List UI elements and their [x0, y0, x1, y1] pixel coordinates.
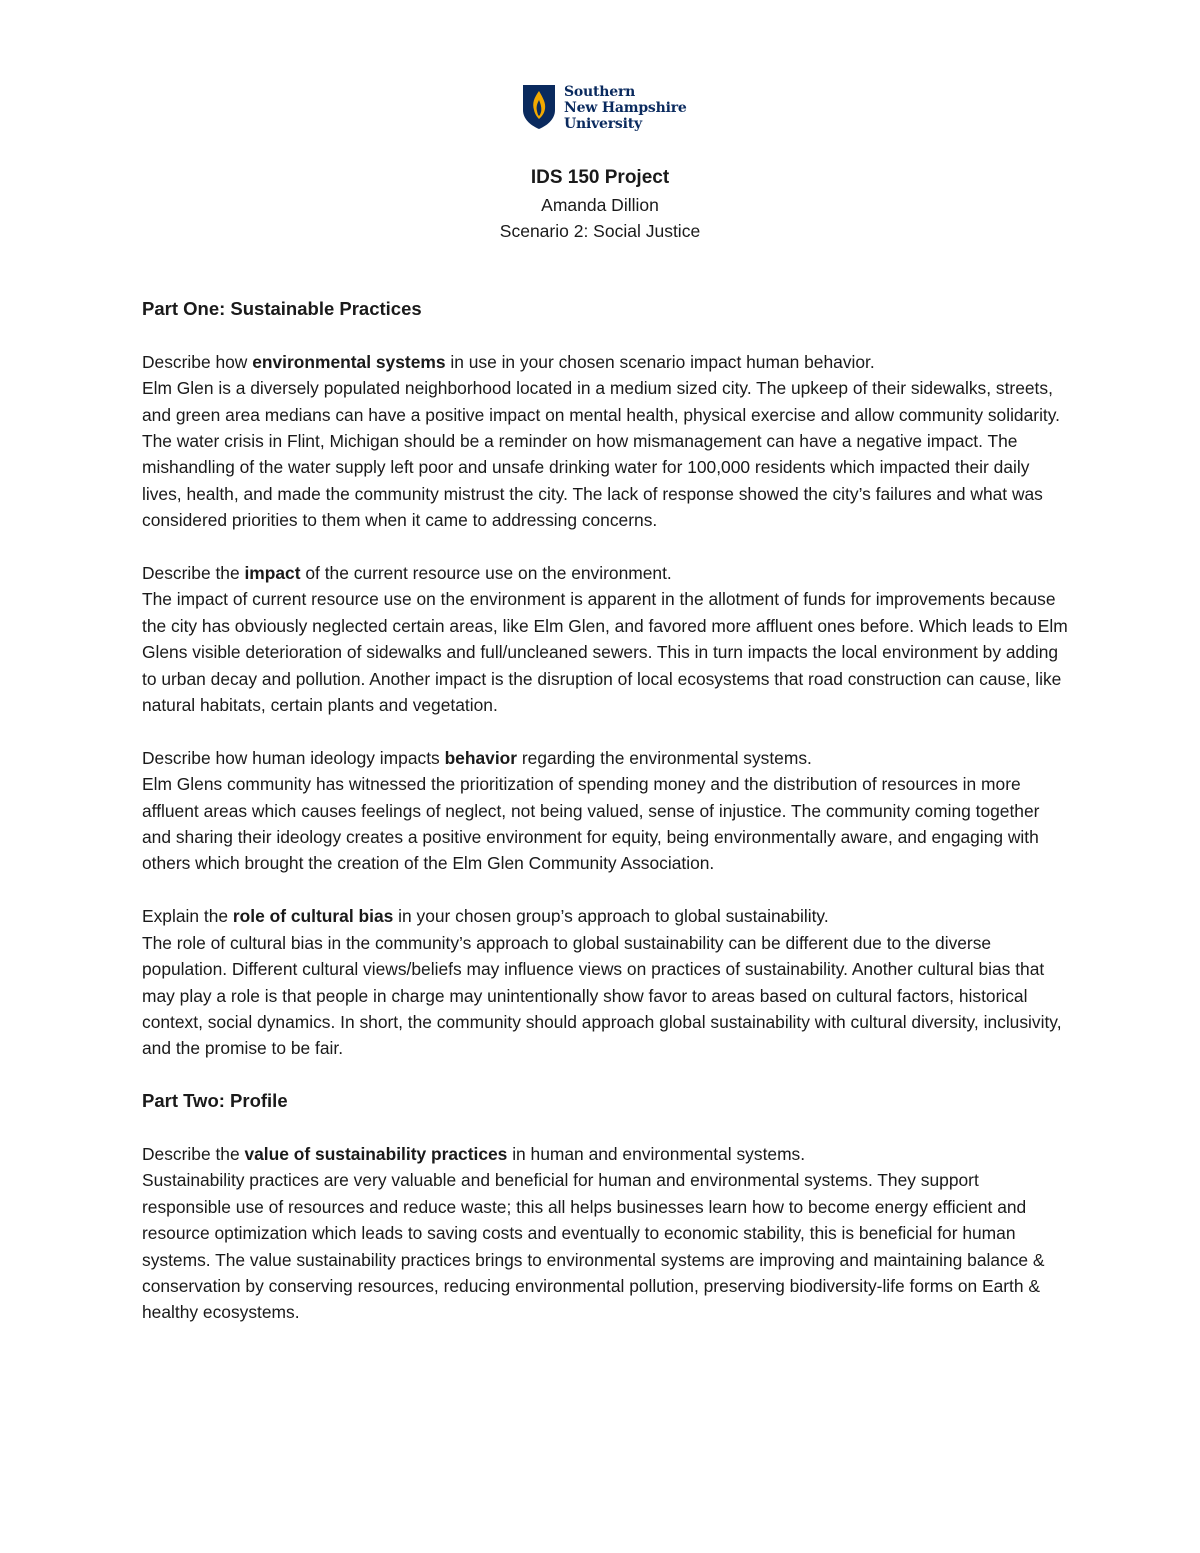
answer-cultural-bias: The role of cultural bias in the community’s approach to global sustainability can be different due to the diverse population. Different cultural views/beliefs may influence views on practices of sustainability. Another cultural bias that may play a role is that people in charge may unintentionally show favor to areas based on cultural factors, historical context, social dynamics. In short, the community should approach global sustainability with cultural diversity, inclusivity, and the promise to be fair. [142, 932, 1062, 1059]
question-environmental-systems: Describe how environmental systems in use in your chosen scenario impact human behavior. [142, 351, 875, 372]
prompt-keyword: impact [244, 563, 301, 584]
logo-line-3: University [564, 116, 642, 132]
answer-behavior: Elm Glens community has witnessed the prioritization of spending money and the distribution of resources in more affluent areas which causes feelings of neglect, not being valued, sense of injustice. The community coming together and sharing their ideology creates a positive environment for equity, being environmentally aware, and engaging with others which brought the creation of the Elm Glen Community Association. [142, 774, 1040, 874]
prompt-keyword: value of sustainability practices [244, 1143, 508, 1164]
prompt-keyword: behavior [444, 747, 518, 768]
answer-environmental-systems: Elm Glen is a diversely populated neighborhood located in a medium sized city. The upkeep of their sidewalks, streets, and green area medians can have a positive impact on mental health, physical exercise and allow community solidarity. The water crisis in Flint, Michigan should be a reminder on how mismanagement can have a negative impact. The mishandling of the water supply left poor and unsafe drinking water for 100,000 residents which impacted their daily lives, health, and made the community mistrust the city. The lack of response showed the city’s failures and what was considered priorities to them when it came to addressing concerns. [142, 378, 1061, 531]
document-header [0, 164, 1200, 244]
author-name: Amanda Dillion [541, 195, 659, 215]
snhu-shield-icon [522, 84, 556, 130]
question-impact: Describe the impact of the current resource use on the environment. [142, 563, 672, 584]
scenario-label: Scenario 2: Social Justice [499, 221, 701, 241]
question-cultural-bias: Explain the role of cultural bias in your chosen group’s approach to global sustainability. [142, 906, 829, 927]
part-two-heading: Part Two: Profile [142, 1090, 288, 1112]
document-body [142, 296, 1072, 1326]
answer-sustainability-value: Sustainability practices are very valuable and beneficial for human and environmental systems. They support responsible use of resources and reduce waste; this all helps businesses learn how to become energy efficient and resource optimization which leads to saving costs and eventually to economic stability, this is beneficial for human systems. The value sustainability practices brings to environmental systems are improving and maintaining balance & conservation by conserving resources, reducing environmental pollution, preserving biodiversity-life forms on Earth & healthy ecosystems. [142, 1170, 1045, 1323]
question-sustainability-value: Describe the value of sustainability practices in human and environmental systems. [142, 1143, 806, 1164]
question-behavior: Describe how human ideology impacts behavior regarding the environmental systems. [142, 747, 812, 768]
logo-line-1: Southern [564, 84, 636, 100]
part-one-heading: Part One: Sustainable Practices [142, 298, 422, 319]
snhu-wordmark [564, 84, 687, 132]
prompt-keyword: role of cultural bias [232, 906, 394, 927]
document-title: IDS 150 Project [530, 167, 670, 188]
snhu-logo [522, 84, 687, 132]
logo-line-2: New Hampshire [564, 100, 687, 116]
prompt-keyword: environmental systems [252, 351, 446, 372]
answer-impact: The impact of current resource use on the environment is apparent in the allotment of funds for improvements because the city has obviously neglected certain areas, like Elm Glen, and favored more affluent ones before. Which leads to Elm Glens visible deterioration of sidewalks and full/uncleaned sewers. This in turn impacts the local environment by adding to urban decay and pollution. Another impact is the disruption of local ecosystems that road construction can cause, like natural habitats, certain plants and vegetation. [142, 589, 1068, 716]
